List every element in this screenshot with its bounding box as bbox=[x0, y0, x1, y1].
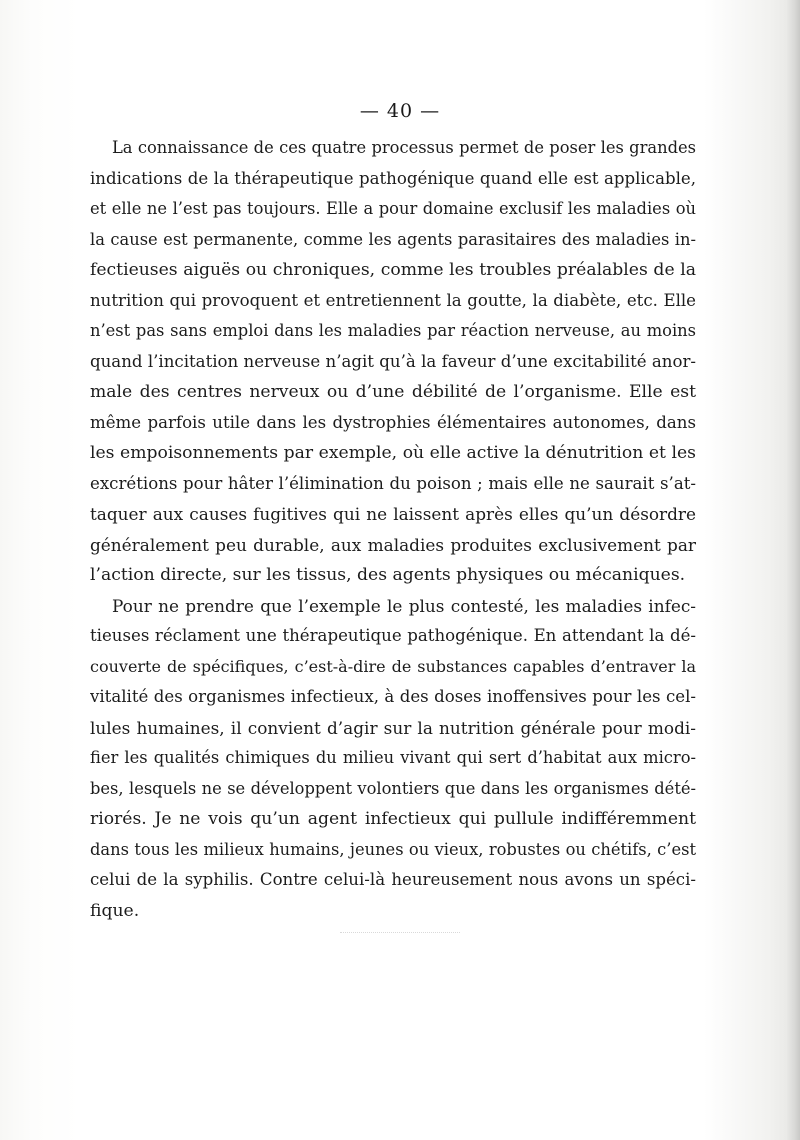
body-text bbox=[90, 133, 696, 926]
scan-shadow-edge bbox=[786, 0, 800, 1140]
text-line: n’est pas sans emploi dans les maladies par réaction nerveuse, au moins bbox=[90, 321, 696, 340]
text-line: l’action directe, sur les tissus, des agents physiques ou mécaniques. bbox=[90, 565, 686, 585]
text-line: la cause est permanente, comme les agents parasitaires des maladies in- bbox=[90, 229, 696, 249]
text-line: nutrition qui provoquent et entretiennent la goutte, la diabète, etc. Elle bbox=[90, 290, 696, 310]
text-line: male des centres nerveux ou d’une débilité de l’organisme. Elle est bbox=[90, 382, 696, 402]
text-line: et elle ne l’est pas toujours. Elle a pour domaine exclusif les maladies où bbox=[90, 199, 696, 218]
page-number: — 40 — bbox=[359, 100, 441, 122]
text-line: Pour ne prendre que l’exemple le plus contesté, les maladies infec- bbox=[112, 595, 696, 616]
text-line: lules humaines, il convient d’agir sur la nutrition générale pour modi- bbox=[90, 717, 696, 738]
text-line: vitalité des organismes infectieux, à des doses inoffensives pour les cel- bbox=[90, 687, 696, 706]
text-line: fectieuses aiguës ou chroniques, comme les troubles préalables de la bbox=[90, 260, 696, 280]
text-line: taquer aux causes fugitives qui ne laissent après elles qu’un désordre bbox=[90, 504, 696, 524]
scan-artifact-dots bbox=[340, 932, 460, 934]
text-line: excrétions pour hâter l’élimination du poison ; mais elle ne saurait s’at- bbox=[90, 473, 696, 493]
text-line: tieuses réclament une thérapeutique pathogénique. En attendant la dé- bbox=[90, 626, 696, 645]
text-line: bes, lesquels ne se développent volontiers que dans les organismes dété- bbox=[90, 778, 696, 798]
text-line: indications de la thérapeutique pathogénique quand elle est applicable, bbox=[90, 168, 696, 188]
paragraph-1 bbox=[90, 133, 696, 591]
paragraph-2 bbox=[90, 591, 696, 927]
text-line: les empoisonnements par exemple, où elle active la dénutrition et les bbox=[90, 443, 696, 463]
text-line: celui de la syphilis. Contre celui-là heureusement nous avons un spéci- bbox=[90, 870, 696, 889]
text-line: La connaissance de ces quatre processus permet de poser les grandes bbox=[112, 138, 696, 157]
text-line: même parfois utile dans les dystrophies élémentaires autonomes, dans bbox=[90, 412, 696, 432]
text-line: fier les qualités chimiques du milieu vivant qui sert d’habitat aux micro- bbox=[90, 748, 696, 767]
text-line: fique. bbox=[90, 900, 140, 921]
text-line: dans tous les milieux humains, jeunes ou vieux, robustes ou chétifs, c’est bbox=[90, 839, 696, 859]
text-line: quand l’incitation nerveuse n’agit qu’à la faveur d’une excitabilité anor- bbox=[90, 351, 696, 371]
text-line: généralement peu durable, aux maladies produites exclusivement par bbox=[90, 534, 696, 555]
text-line: couverte de spécifiques, c’est-à-dire de substances capables d’entraver la bbox=[90, 656, 696, 676]
text-line: riorés. Je ne vois qu’un agent infectieux qui pullule indifféremment bbox=[90, 809, 696, 829]
